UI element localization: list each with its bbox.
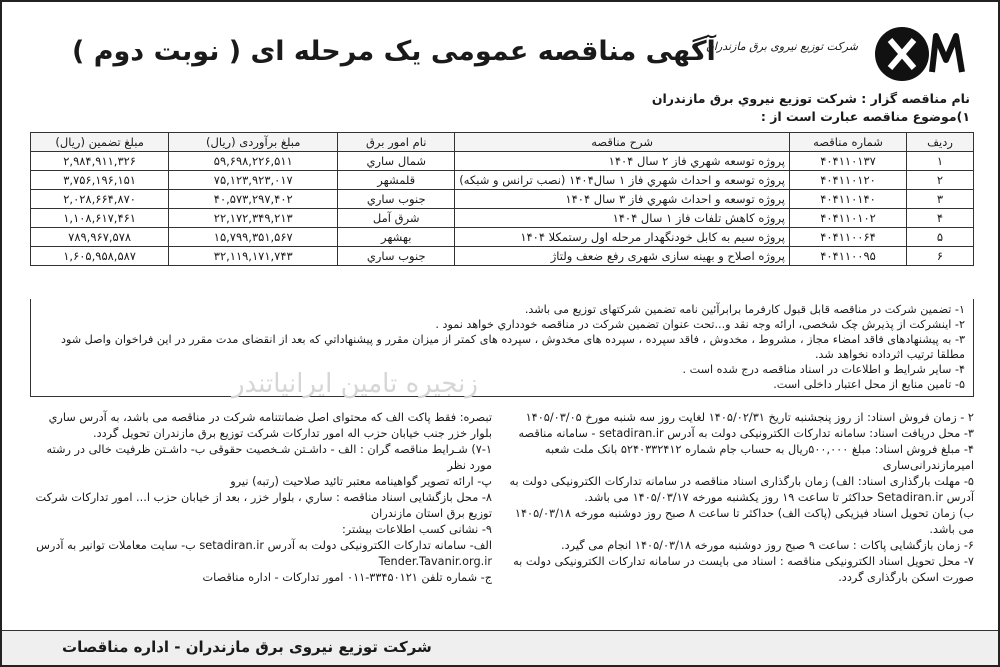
condition-item: پ- ارائه تصویر گواهینامه معتبر تائید صلاحیت (رتبه) نیرو <box>230 475 492 488</box>
condition-item: ۴- مبلغ فروش اسناد: مبلغ ۵۰۰,۰۰۰ریال به حساب جام شماره ۵۲۴۰۳۳۲۴۱۲ بانک ملت شعبه امیرمازندرانی‌ساری <box>544 443 974 472</box>
tender-description: پروژه توسعه و احداث شهري فاز ۱ سال۱۴۰۴ (نصب ترانس و شبکه) <box>455 171 790 190</box>
footer-text: شرکت توزیع نیروی برق مازندران - اداره مناقصات <box>62 638 432 656</box>
condition-item: ۳- محل دریافت اسناد: سامانه تدارکات الکترونیکی دولت به آدرس setadiran.ir - سامانه مناقصه <box>518 427 974 440</box>
conditions-left-column <box>32 410 492 586</box>
condition-item: ۷- محل تحویل اسناد الکترونیکی مناقصه : اسناد می بایست در سامانه تدارکات الکترونیکی دولت به صورت اسکن بارگذاری گردد. <box>513 555 974 584</box>
estimated-amount: ۲۲,۱۷۲,۳۴۹,۲۱۳ <box>169 209 338 228</box>
table-row <box>31 228 974 247</box>
header-cell: ردیف <box>907 133 974 152</box>
logo-text: شرکت توزیع نیروی برق مازندران <box>705 40 858 53</box>
guarantee-amount: ۲,۰۲۸,۶۶۴,۸۷۰ <box>31 190 169 209</box>
power-office: قلمشهر <box>338 171 455 190</box>
note-item: ۳- به پیشنهادهای فاقد امضاء مجاز ، مشروط ، مخدوش ، فاقد سپرده ، سپرده های مخدوش ، سپرده های کمتر از میزان مقرر و پیشنهاداتي كه بعد از انقضای مدت مقرر در این فراخوان واصل شود مطلقا ترتیب اثرداده نخواهد شد. <box>60 333 965 361</box>
header-cell: مبلغ تضمین (ریال) <box>31 133 169 152</box>
tender-description: پروژه توسعه شهري فاز ۲ سال ۱۴۰۴ <box>455 152 790 171</box>
row-number: ۳ <box>907 190 974 209</box>
guarantee-amount: ۳,۷۵۶,۱۹۶,۱۵۱ <box>31 171 169 190</box>
table-row <box>31 190 974 209</box>
condition-item: ج- شماره تلفن ۳۳۴۵۰۱۲۱-۰۱۱ امور تدارکات - اداره مناقصات <box>202 571 492 584</box>
row-number: ۱ <box>907 152 974 171</box>
header-cell: نام امور برق <box>338 133 455 152</box>
condition-item: ب) زمان تحویل اسناد فیزیکی (پاکت الف) حداکثر تا ساعت ۸ صبح روز دوشنبه مورخه ۱۴۰۵/۰۳/۱۸ می باشد. <box>514 507 974 536</box>
footer-bar <box>2 630 998 665</box>
row-number: ۴ <box>907 209 974 228</box>
estimated-amount: ۵۹,۶۹۸,۲۲۶,۵۱۱ <box>169 152 338 171</box>
guarantee-amount: ۱,۱۰۸,۶۱۷,۴۶۱ <box>31 209 169 228</box>
tender-table <box>30 132 974 266</box>
estimated-amount: ۳۲,۱۱۹,۱۷۱,۷۴۳ <box>169 247 338 266</box>
header-cell: شماره مناقصه <box>790 133 907 152</box>
table-header-row <box>31 133 974 152</box>
estimated-amount: ۱۵,۷۹۹,۳۵۱,۵۶۷ <box>169 228 338 247</box>
tenderer-line: نام مناقصه گزار : شرکت توزیع نیروي برق مازندران <box>651 91 970 106</box>
tender-number: ۴۰۴۱۱۰۱۴۰ <box>790 190 907 209</box>
estimated-amount: ۴۰,۵۷۳,۲۹۷,۴۰۲ <box>169 190 338 209</box>
condition-item: ۷-۱) شـرایط مناقصه گران : الف - داشـتن شـخصیت حقوقی ب- داشـتن ظرفیت خالی در رشته مورد نظر <box>46 443 492 472</box>
condition-item: ۹- نشانی کسب اطلاعات بیشتر: <box>341 523 492 536</box>
row-number: ۵ <box>907 228 974 247</box>
estimated-amount: ۷۵,۱۲۳,۹۲۳,۰۱۷ <box>169 171 338 190</box>
header-cell: شرح مناقصه <box>455 133 790 152</box>
power-office: شرق آمل <box>338 209 455 228</box>
note-item: ۴- سایر شرایط و اطلاعات در اسناد مناقصه درج شده است . <box>682 363 965 376</box>
header <box>2 10 998 88</box>
tender-number: ۴۰۴۱۱۰۱۲۰ <box>790 171 907 190</box>
power-office: جنوب ساري <box>338 190 455 209</box>
table-row <box>31 152 974 171</box>
tender-number: ۴۰۴۱۱۰۰۹۵ <box>790 247 907 266</box>
tender-description: پروژه توسعه و احداث شهري فاز ۳ سال ۱۴۰۴ <box>455 190 790 209</box>
note-item: ۱- تضمین شرکت در مناقصه قابل قبول کارفرما برابرآئین نامه تضمین شرکتهای توزیع می باشد. <box>524 303 965 316</box>
condition-item: ۸- محل بازگشایی اسناد مناقصه : ساري ، بلوار خزر ، بعد از خیابان حزب ا... امور تدارکات شرکت توزیع برق استان مازندران <box>35 491 492 520</box>
table-row <box>31 209 974 228</box>
condition-item: تبصره: فقط پاکت الف که محتوای اصل ضمانتنامه شرکت در مناقصه می باشد، به آدرس ساري بلوار خزر جنب خیابان حزب اله امور تدارکات شرکت توزیع برق مازندران تحویل گردد. <box>48 411 492 440</box>
condition-item: الف- سامانه تدارکات الکترونیکی دولت به آدرس setadiran.ir ب- سایت معاملات توانیر به آدرس Tender.Tavanir.org.ir <box>36 539 492 568</box>
page-title: آگهی مناقصه عمومی یک مرحله ای ( نوبت دوم ) <box>72 36 716 67</box>
company-logo <box>864 18 984 88</box>
note-item: ۵- تامین منابع از محل اعتبار داخلی است. <box>773 378 965 391</box>
tender-description: پروژه کاهش تلفات فاز ۱ سال ۱۴۰۴ <box>455 209 790 228</box>
tender-description: پروژه سیم به کابل خودنگهدار مرحله اول رستمکلا ۱۴۰۴ <box>455 228 790 247</box>
table-row <box>31 171 974 190</box>
tender-description: پروژه اصلاح و بهینه سازی شهری رفع ضعف ولتاژ <box>455 247 790 266</box>
condition-item: ۶- زمان بازگشایی پاکات : ساعت ۹ صبح روز دوشنبه مورخه ۱۴۰۵/۰۳/۱۸ انجام می گیرد. <box>560 539 974 552</box>
condition-item: ۵- مهلت بارگذاری اسناد: الف) زمان بارگذاری اسناد مناقصه در سامانه تدارکات الکترونیکی دولت به آدرس Setadiran.ir حداکثر تا ساعت ۱۹ روز یکشنبه مورخه ۱۴۰۵/۰۳/۱۷ می باشد. <box>509 475 974 504</box>
row-number: ۶ <box>907 247 974 266</box>
tender-number: ۴۰۴۱۱۰۱۰۲ <box>790 209 907 228</box>
subject-line: ۱)موضوع مناقصه عبارت است از : <box>760 109 970 124</box>
note-item: ۲- اینشرکت از پذیرش چک شخصی، ارائه وجه نقد و...تحت عنوان تضمین شرکت در مناقصه خودداري خواهد نمود . <box>435 318 965 331</box>
guarantee-amount: ۷۸۹,۹۶۷,۵۷۸ <box>31 228 169 247</box>
tender-number: ۴۰۴۱۱۰۰۶۴ <box>790 228 907 247</box>
row-number: ۲ <box>907 171 974 190</box>
header-cell: مبلغ برآوردی (ریال) <box>169 133 338 152</box>
power-office: شمال ساري <box>338 152 455 171</box>
guarantee-amount: ۲,۹۸۴,۹۱۱,۳۲۶ <box>31 152 169 171</box>
conditions-right-column <box>499 410 974 586</box>
watermark: زنجیره تامین ایرانیاتندر <box>232 369 478 399</box>
condition-item: ۲ - زمان فروش اسناد: از روز پنجشنبه تاریخ ۱۴۰۵/۰۲/۳۱ لغایت روز سه شنبه مورخ ۱۴۰۵/۰۳/۰۵ <box>525 411 974 424</box>
table-row <box>31 247 974 266</box>
tender-number: ۴۰۴۱۱۰۱۳۷ <box>790 152 907 171</box>
power-office: جنوب ساري <box>338 247 455 266</box>
power-office: بهشهر <box>338 228 455 247</box>
notes-box <box>30 299 974 397</box>
guarantee-amount: ۱,۶۰۵,۹۵۸,۵۸۷ <box>31 247 169 266</box>
